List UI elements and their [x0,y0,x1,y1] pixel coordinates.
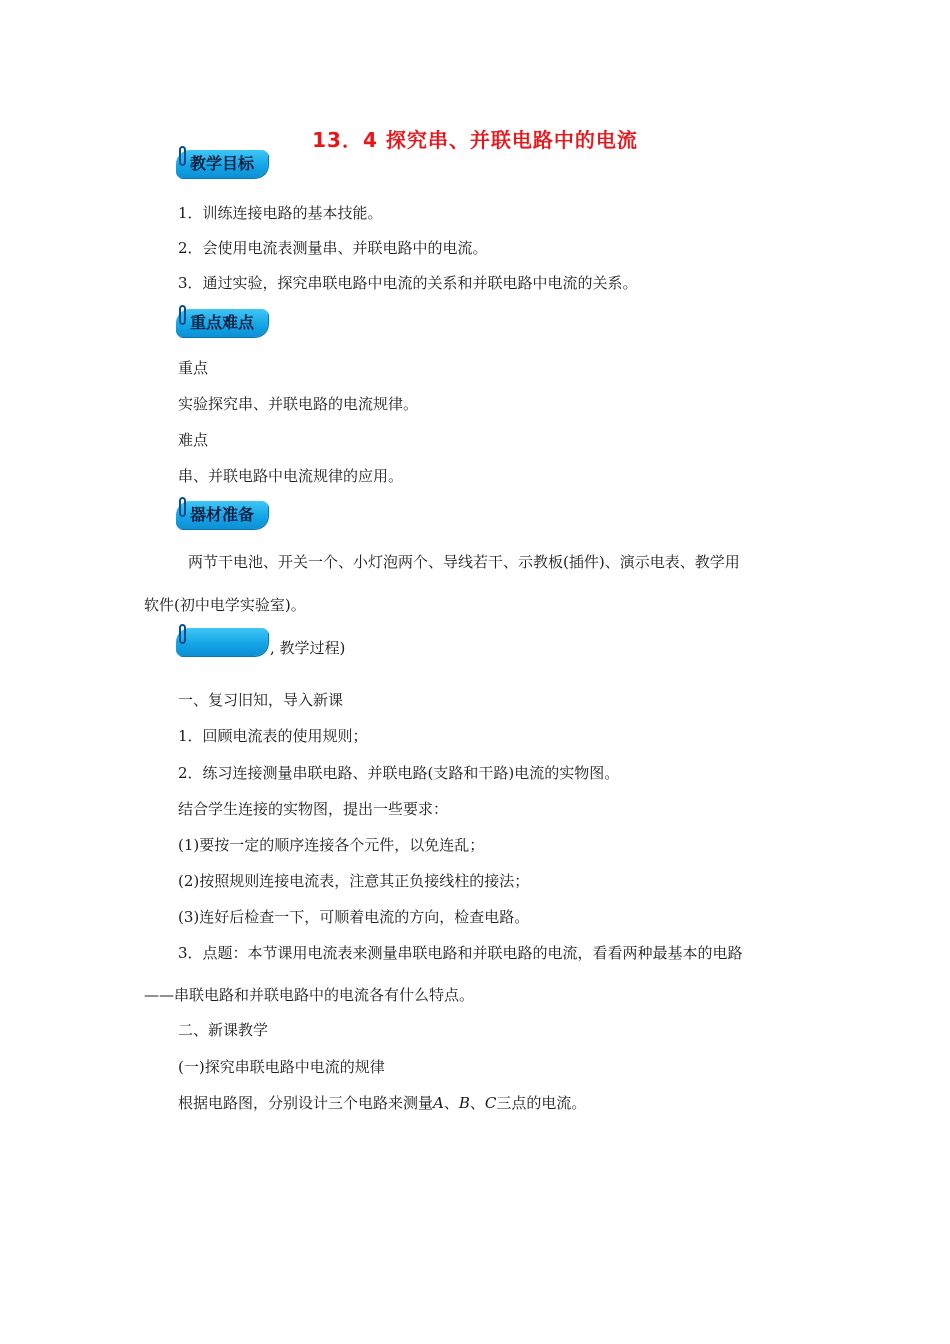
paperclip-icon [179,305,186,325]
process-line: (一)探究串联电路中电流的规律 [178,1058,385,1076]
section-badge-equipment [176,501,268,529]
section-badge-key-points [176,309,268,337]
var-b: B [458,1094,470,1112]
process-line: 二、新课教学 [178,1021,269,1039]
process-line: (1)要按一定的顺序连接各个元件，以免连乱； [178,836,485,854]
section-heading-goals: 教学目标 [190,154,255,173]
section-heading-equipment: 器材准备 [190,505,255,524]
process-last-line [178,1092,586,1114]
equipment-line-1: 两节干电池、开关一个、小灯泡两个、导线若干、示教板(插件)、演示电表、教学用 [188,553,740,571]
process-line: 一、复习旧知，导入新课 [178,691,344,709]
separator: 、 [443,1094,459,1112]
section-badge-process [176,628,268,656]
process-line: 2．练习连接测量串联电路、并联电路(支路和干路)电流的实物图。 [178,764,620,782]
difficult-label: 难点 [178,431,209,449]
process-line: 结合学生连接的实物图，提出一些要求： [178,800,449,818]
goal-item-3: 3．通过实验，探究串联电路中电流的关系和并联电路中电流的关系。 [178,274,638,292]
process-line: (3)连好后检查一下，可顺着电流的方向，检查电路。 [178,908,530,926]
goal-item-2: 2．会使用电流表测量串、并联电路中的电流。 [178,239,488,257]
paperclip-icon [179,497,186,517]
process-line: ——串联电路和并联电路中的电流各有什么特点。 [144,986,475,1004]
goal-item-1: 1．训练连接电路的基本技能。 [178,204,383,222]
difficult-text: 串、并联电路中电流规律的应用。 [178,467,404,485]
last-line-suffix: 三点的电流。 [496,1094,587,1112]
var-a: A [433,1094,444,1112]
equipment-line-2: 软件(初中电学实验室)。 [144,596,306,614]
page-title: 13．4 探究串、并联电路中的电流 [312,128,638,152]
last-line-prefix: 根据电路图，分别设计三个电路来测量 [178,1094,434,1112]
separator: 、 [469,1094,485,1112]
section-heading-key-points: 重点难点 [190,313,255,332]
process-line: (2)按照规则连接电流表，注意其正负接线柱的接法； [178,872,530,890]
process-line: 1．回顾电流表的使用规则； [178,727,368,745]
key-text: 实验探究串、并联电路的电流规律。 [178,395,419,413]
paperclip-icon [179,624,186,644]
section-badge-goals [176,150,268,178]
key-label: 重点 [178,359,209,377]
process-heading-suffix: , 教学过程) [270,639,346,657]
process-line: 3．点题：本节课用电流表来测量串联电路和并联电路的电流，看看两种最基本的电路 [178,944,743,962]
paperclip-icon [179,146,186,166]
var-c: C [484,1094,497,1112]
